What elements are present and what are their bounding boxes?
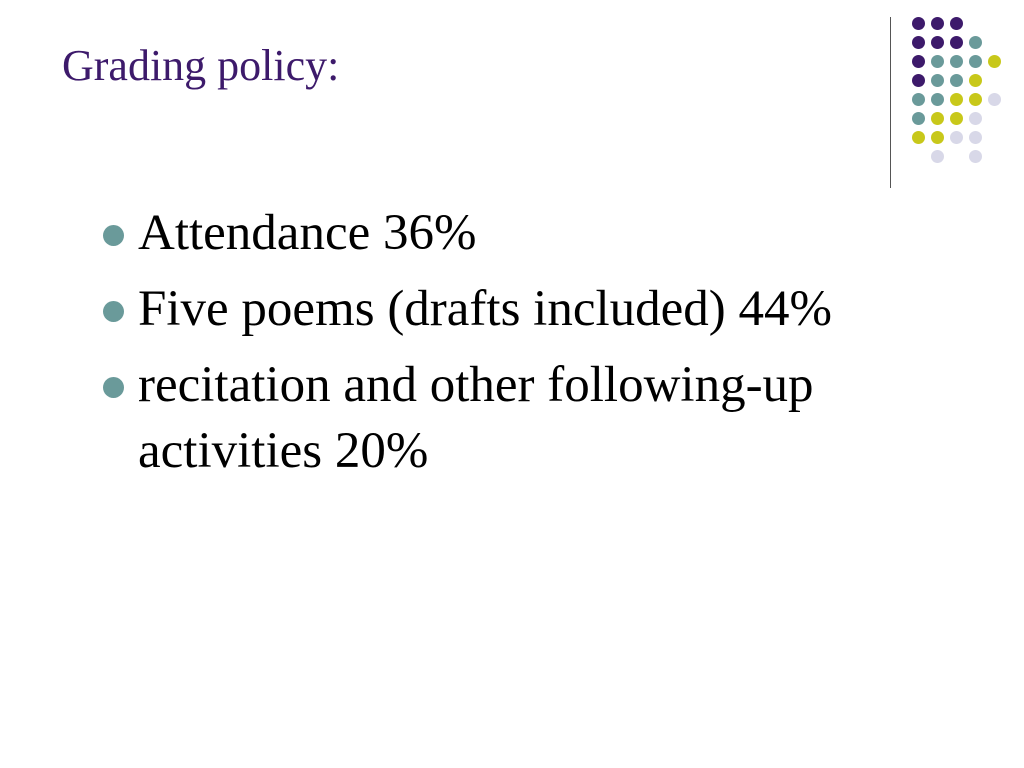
dot-teal: [912, 93, 925, 106]
dot-purple: [912, 55, 925, 68]
bullet-text: Five poems (drafts included) 44%: [138, 281, 833, 337]
bullet-item-recitation: [102, 352, 922, 484]
dot-lavender: [950, 131, 963, 144]
decorative-dot-grid: [0, 0, 1024, 200]
vertical-divider: [890, 17, 891, 188]
bullet-item-attendance: [102, 200, 922, 266]
dot-yellow: [950, 112, 963, 125]
dot-teal: [950, 55, 963, 68]
dot-teal: [912, 112, 925, 125]
dot-teal: [969, 55, 982, 68]
dot-teal: [969, 36, 982, 49]
dot-yellow: [931, 112, 944, 125]
dot-yellow: [912, 131, 925, 144]
bullet-dot-icon: [103, 225, 124, 246]
dot-yellow: [931, 131, 944, 144]
dot-teal: [931, 93, 944, 106]
dot-purple: [931, 17, 944, 30]
dot-lavender: [969, 112, 982, 125]
dot-yellow: [969, 93, 982, 106]
dot-yellow: [988, 55, 1001, 68]
bullet-dot-icon: [103, 377, 124, 398]
dot-teal: [931, 55, 944, 68]
bullet-list: [102, 200, 922, 494]
dot-lavender: [931, 150, 944, 163]
dot-purple: [912, 74, 925, 87]
bullet-dot-icon: [103, 301, 124, 322]
dot-lavender: [969, 131, 982, 144]
dot-lavender: [988, 93, 1001, 106]
dot-purple: [950, 17, 963, 30]
slide-title: Grading policy:: [62, 41, 340, 90]
dot-teal: [931, 74, 944, 87]
bullet-text: recitation and other following-up activities 20%: [138, 357, 814, 479]
dot-lavender: [969, 150, 982, 163]
dot-teal: [950, 74, 963, 87]
dot-purple: [931, 36, 944, 49]
dot-yellow: [969, 74, 982, 87]
bullet-text: Attendance 36%: [138, 205, 477, 261]
bullet-item-poems: [102, 276, 922, 342]
dot-yellow: [950, 93, 963, 106]
dot-purple: [912, 17, 925, 30]
dot-purple: [912, 36, 925, 49]
dot-purple: [950, 36, 963, 49]
